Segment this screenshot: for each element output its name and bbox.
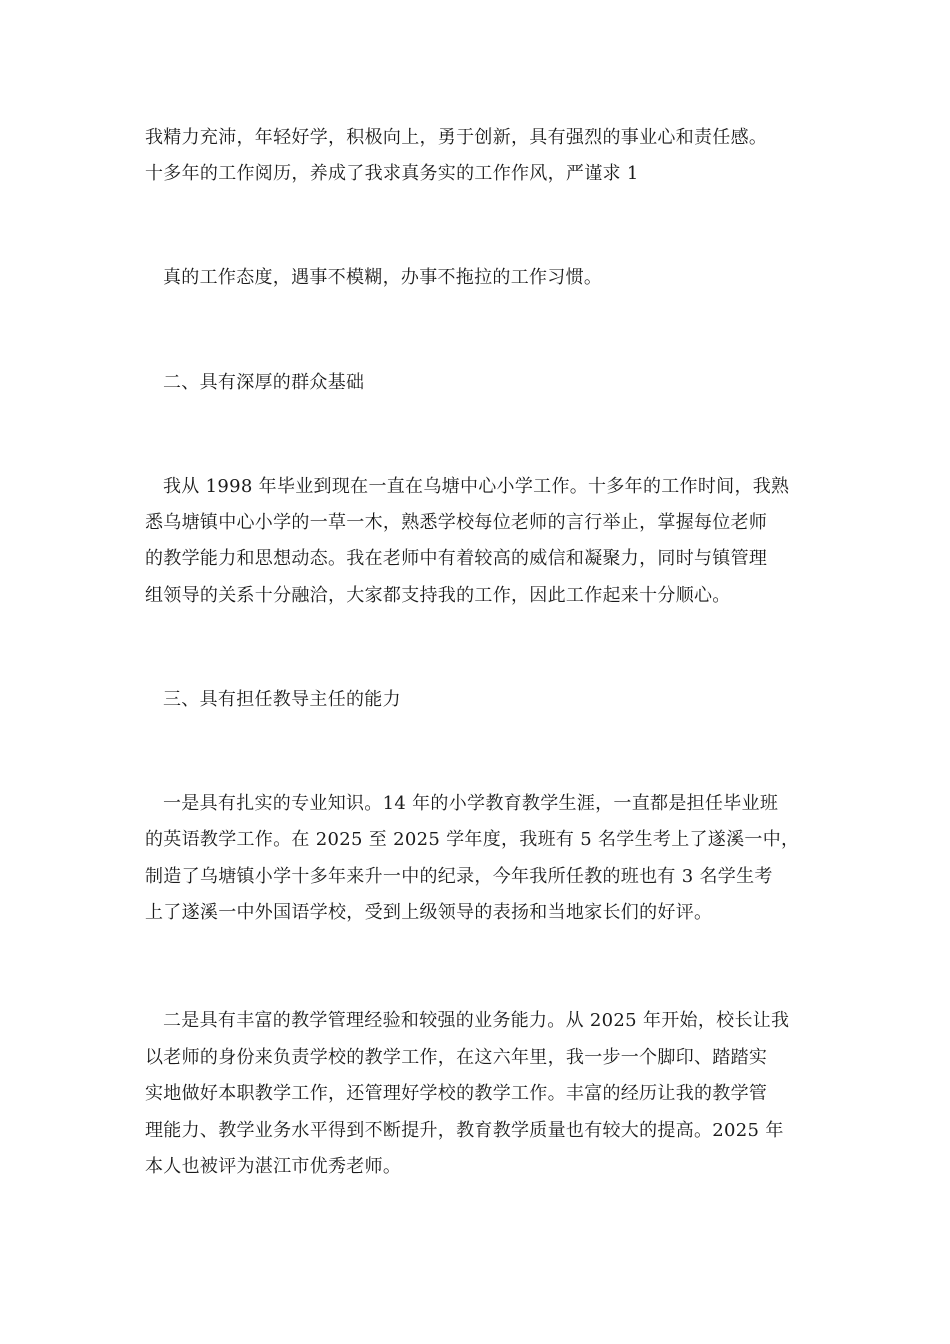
paragraph-3-line-3: 的教学能力和思想动态。我在老师中有着较高的威信和凝聚力，同时与镇管理	[145, 548, 768, 569]
paragraph-5-line-4: 理能力、教学业务水平得到不断提升，教育教学质量也有较大的提高。2025 年	[145, 1120, 784, 1141]
paragraph-1-line-1: 我精力充沛，年轻好学，积极向上，勇于创新，具有强烈的事业心和责任感。	[145, 127, 768, 148]
paragraph-4-line-1: 一是具有扎实的专业知识。14 年的小学教育教学生涯，一直都是担任毕业班	[163, 793, 779, 814]
paragraph-1-line-2: 十多年的工作阅历，养成了我求真务实的工作作风，严谨求 1	[145, 163, 639, 184]
paragraph-5-line-3: 实地做好本职教学工作，还管理好学校的教学工作。丰富的经历让我的教学管	[145, 1083, 768, 1104]
paragraph-4-line-4: 上了遂溪一中外国语学校，受到上级领导的表扬和当地家长们的好评。	[145, 902, 713, 923]
paragraph-5-line-2: 以老师的身份来负责学校的教学工作，在这六年里，我一步一个脚印、踏踏实	[145, 1047, 768, 1068]
paragraph-4-line-3: 制造了乌塘镇小学十多年来升一中的纪录，今年我所任教的班也有 3 名学生考	[145, 866, 773, 887]
paragraph-5-line-1: 二是具有丰富的教学管理经验和较强的业务能力。从 2025 年开始，校长让我	[163, 1010, 790, 1031]
paragraph-3-line-4: 组领导的关系十分融洽，大家都支持我的工作，因此工作起来十分顺心。	[145, 585, 731, 606]
paragraph-4-line-2: 的英语教学工作。在 2025 至 2025 学年度，我班有 5 名学生考上了遂溪一中，	[145, 829, 800, 850]
paragraph-5-line-5: 本人也被评为湛江市优秀老师。	[145, 1156, 402, 1177]
section-heading-2: 二、具有深厚的群众基础	[163, 372, 365, 393]
section-heading-3: 三、具有担任教导主任的能力	[163, 689, 401, 710]
paragraph-2-line-1: 真的工作态度，遇事不模糊，办事不拖拉的工作习惯。	[163, 267, 603, 288]
paragraph-3-line-1: 我从 1998 年毕业到现在一直在乌塘中心小学工作。十多年的工作时间，我熟	[163, 476, 790, 497]
paragraph-3-line-2: 悉乌塘镇中心小学的一草一木，熟悉学校每位老师的言行举止，掌握每位老师	[145, 512, 768, 533]
